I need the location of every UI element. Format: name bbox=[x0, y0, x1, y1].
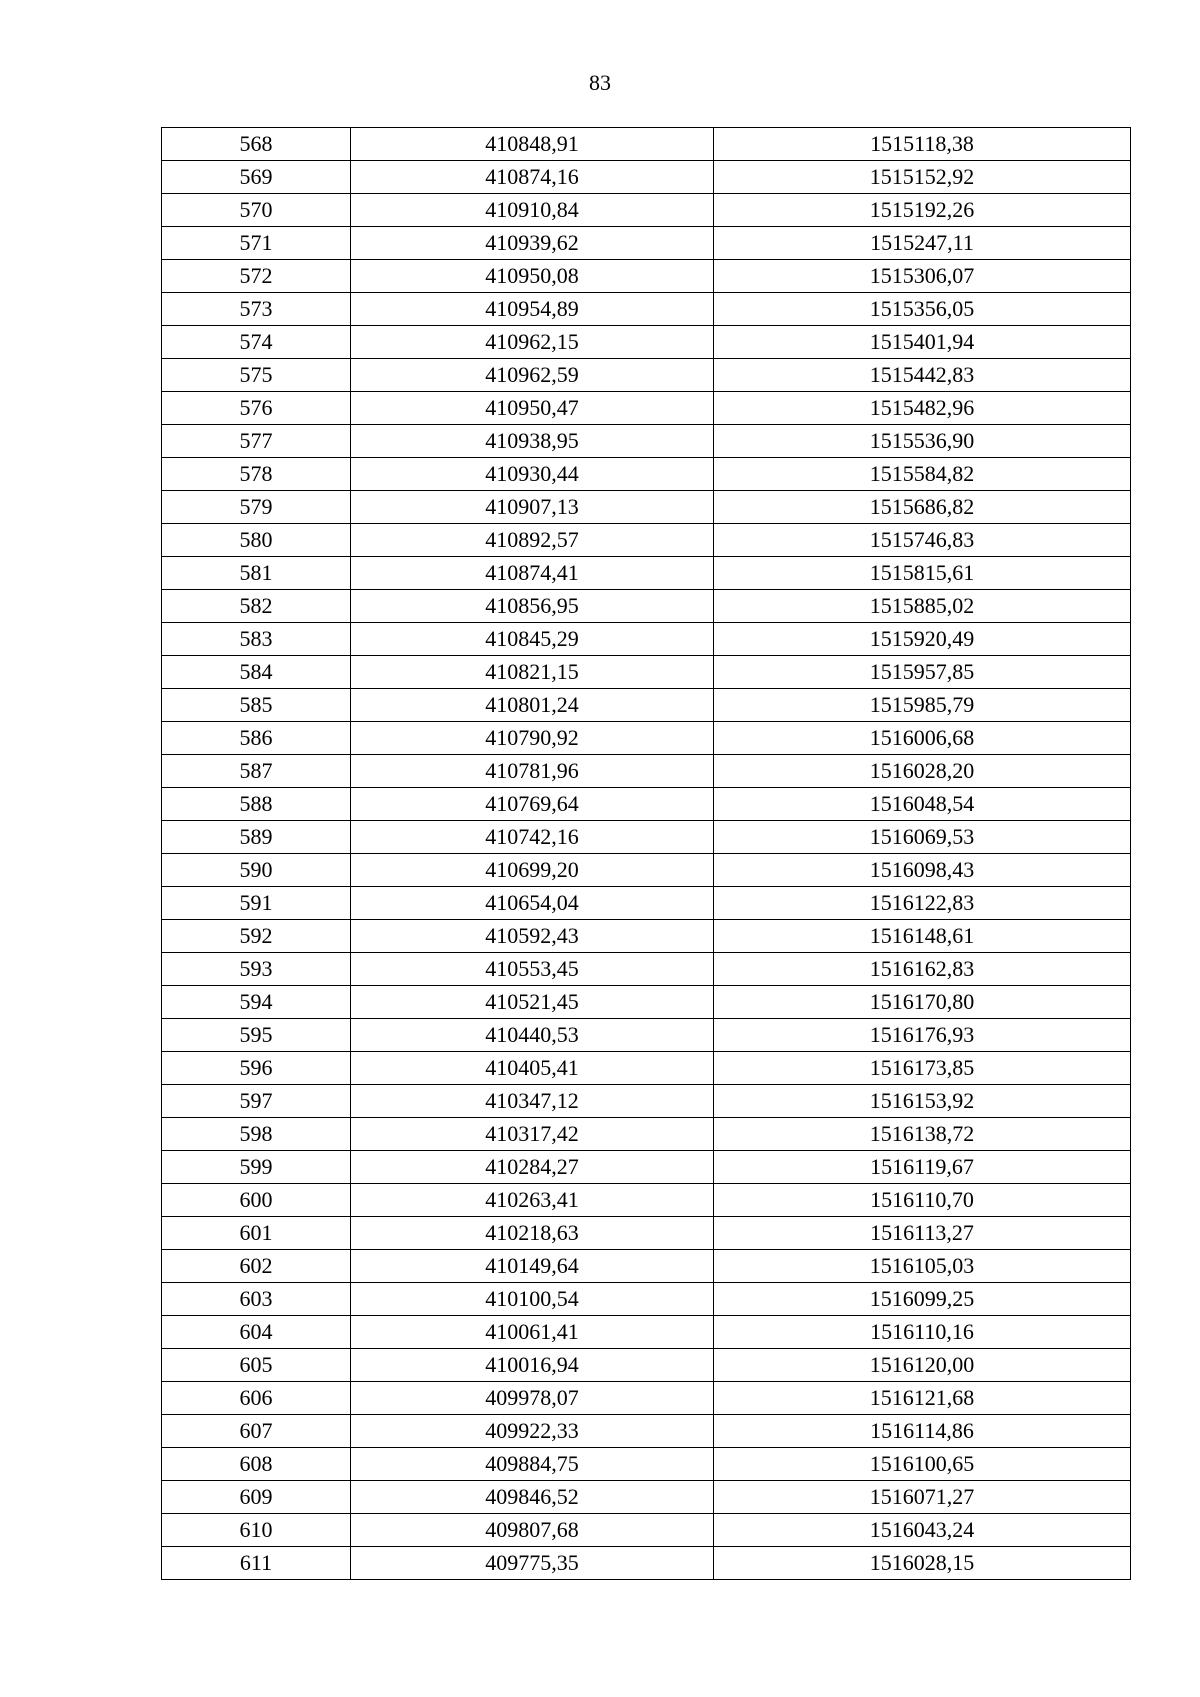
table-row bbox=[162, 557, 1131, 590]
table-row bbox=[162, 1382, 1131, 1415]
y-coordinate-cell: 1516006,68 bbox=[714, 722, 1131, 755]
y-coordinate-cell: 1516028,20 bbox=[714, 755, 1131, 788]
table-row bbox=[162, 227, 1131, 260]
x-coordinate-cell: 410016,94 bbox=[351, 1349, 714, 1382]
table-row bbox=[162, 1250, 1131, 1283]
x-coordinate-cell: 410100,54 bbox=[351, 1283, 714, 1316]
x-coordinate-cell: 410874,16 bbox=[351, 161, 714, 194]
table-row bbox=[162, 623, 1131, 656]
x-coordinate-cell: 410699,20 bbox=[351, 854, 714, 887]
point-number-cell: 582 bbox=[162, 590, 351, 623]
point-number-cell: 584 bbox=[162, 656, 351, 689]
y-coordinate-cell: 1516162,83 bbox=[714, 953, 1131, 986]
x-coordinate-cell: 410317,42 bbox=[351, 1118, 714, 1151]
x-coordinate-cell: 410742,16 bbox=[351, 821, 714, 854]
x-coordinate-cell: 410801,24 bbox=[351, 689, 714, 722]
table-row bbox=[162, 854, 1131, 887]
table-row bbox=[162, 1217, 1131, 1250]
table-row bbox=[162, 1184, 1131, 1217]
point-number-cell: 583 bbox=[162, 623, 351, 656]
x-coordinate-cell: 410790,92 bbox=[351, 722, 714, 755]
y-coordinate-cell: 1516105,03 bbox=[714, 1250, 1131, 1283]
point-number-cell: 599 bbox=[162, 1151, 351, 1184]
point-number-cell: 606 bbox=[162, 1382, 351, 1415]
point-number-cell: 579 bbox=[162, 491, 351, 524]
y-coordinate-cell: 1516173,85 bbox=[714, 1052, 1131, 1085]
x-coordinate-cell: 410440,53 bbox=[351, 1019, 714, 1052]
point-number-cell: 593 bbox=[162, 953, 351, 986]
point-number-cell: 608 bbox=[162, 1448, 351, 1481]
table-row bbox=[162, 491, 1131, 524]
y-coordinate-cell: 1516043,24 bbox=[714, 1514, 1131, 1547]
x-coordinate-cell: 410954,89 bbox=[351, 293, 714, 326]
x-coordinate-cell: 410263,41 bbox=[351, 1184, 714, 1217]
x-coordinate-cell: 410284,27 bbox=[351, 1151, 714, 1184]
table-row bbox=[162, 722, 1131, 755]
table-row bbox=[162, 1547, 1131, 1580]
coordinates-table-body bbox=[162, 128, 1131, 1580]
x-coordinate-cell: 410405,41 bbox=[351, 1052, 714, 1085]
point-number-cell: 572 bbox=[162, 260, 351, 293]
table-row bbox=[162, 293, 1131, 326]
table-row bbox=[162, 1118, 1131, 1151]
point-number-cell: 570 bbox=[162, 194, 351, 227]
x-coordinate-cell: 409807,68 bbox=[351, 1514, 714, 1547]
table-row bbox=[162, 1052, 1131, 1085]
x-coordinate-cell: 410962,15 bbox=[351, 326, 714, 359]
y-coordinate-cell: 1515192,26 bbox=[714, 194, 1131, 227]
x-coordinate-cell: 410910,84 bbox=[351, 194, 714, 227]
y-coordinate-cell: 1515306,07 bbox=[714, 260, 1131, 293]
point-number-cell: 595 bbox=[162, 1019, 351, 1052]
y-coordinate-cell: 1515985,79 bbox=[714, 689, 1131, 722]
table-row bbox=[162, 1481, 1131, 1514]
point-number-cell: 594 bbox=[162, 986, 351, 1019]
y-coordinate-cell: 1516170,80 bbox=[714, 986, 1131, 1019]
x-coordinate-cell: 410521,45 bbox=[351, 986, 714, 1019]
table-row bbox=[162, 326, 1131, 359]
table-row bbox=[162, 1019, 1131, 1052]
x-coordinate-cell: 410938,95 bbox=[351, 425, 714, 458]
y-coordinate-cell: 1516120,00 bbox=[714, 1349, 1131, 1382]
point-number-cell: 600 bbox=[162, 1184, 351, 1217]
x-coordinate-cell: 409846,52 bbox=[351, 1481, 714, 1514]
y-coordinate-cell: 1516028,15 bbox=[714, 1547, 1131, 1580]
point-number-cell: 576 bbox=[162, 392, 351, 425]
table-row bbox=[162, 161, 1131, 194]
point-number-cell: 568 bbox=[162, 128, 351, 161]
x-coordinate-cell: 410061,41 bbox=[351, 1316, 714, 1349]
x-coordinate-cell: 410939,62 bbox=[351, 227, 714, 260]
y-coordinate-cell: 1516153,92 bbox=[714, 1085, 1131, 1118]
table-row bbox=[162, 425, 1131, 458]
y-coordinate-cell: 1515401,94 bbox=[714, 326, 1131, 359]
y-coordinate-cell: 1516098,43 bbox=[714, 854, 1131, 887]
y-coordinate-cell: 1515536,90 bbox=[714, 425, 1131, 458]
table-row bbox=[162, 1514, 1131, 1547]
y-coordinate-cell: 1516122,83 bbox=[714, 887, 1131, 920]
x-coordinate-cell: 410347,12 bbox=[351, 1085, 714, 1118]
point-number-cell: 591 bbox=[162, 887, 351, 920]
y-coordinate-cell: 1516138,72 bbox=[714, 1118, 1131, 1151]
y-coordinate-cell: 1516110,70 bbox=[714, 1184, 1131, 1217]
x-coordinate-cell: 409884,75 bbox=[351, 1448, 714, 1481]
y-coordinate-cell: 1515584,82 bbox=[714, 458, 1131, 491]
table-row bbox=[162, 359, 1131, 392]
table-row bbox=[162, 920, 1131, 953]
x-coordinate-cell: 410218,63 bbox=[351, 1217, 714, 1250]
page-number: 83 bbox=[589, 70, 611, 95]
point-number-cell: 571 bbox=[162, 227, 351, 260]
point-number-cell: 569 bbox=[162, 161, 351, 194]
point-number-cell: 609 bbox=[162, 1481, 351, 1514]
y-coordinate-cell: 1516148,61 bbox=[714, 920, 1131, 953]
y-coordinate-cell: 1516100,65 bbox=[714, 1448, 1131, 1481]
point-number-cell: 587 bbox=[162, 755, 351, 788]
table-row bbox=[162, 953, 1131, 986]
y-coordinate-cell: 1515118,38 bbox=[714, 128, 1131, 161]
x-coordinate-cell: 410892,57 bbox=[351, 524, 714, 557]
y-coordinate-cell: 1515152,92 bbox=[714, 161, 1131, 194]
table-row bbox=[162, 689, 1131, 722]
x-coordinate-cell: 410845,29 bbox=[351, 623, 714, 656]
x-coordinate-cell: 409775,35 bbox=[351, 1547, 714, 1580]
point-number-cell: 577 bbox=[162, 425, 351, 458]
table-row bbox=[162, 821, 1131, 854]
point-number-cell: 578 bbox=[162, 458, 351, 491]
table-row bbox=[162, 590, 1131, 623]
table-row bbox=[162, 986, 1131, 1019]
y-coordinate-cell: 1515815,61 bbox=[714, 557, 1131, 590]
x-coordinate-cell: 410856,95 bbox=[351, 590, 714, 623]
y-coordinate-cell: 1515746,83 bbox=[714, 524, 1131, 557]
x-coordinate-cell: 410149,64 bbox=[351, 1250, 714, 1283]
point-number-cell: 602 bbox=[162, 1250, 351, 1283]
point-number-cell: 581 bbox=[162, 557, 351, 590]
point-number-cell: 603 bbox=[162, 1283, 351, 1316]
point-number-cell: 586 bbox=[162, 722, 351, 755]
y-coordinate-cell: 1516099,25 bbox=[714, 1283, 1131, 1316]
y-coordinate-cell: 1515885,02 bbox=[714, 590, 1131, 623]
x-coordinate-cell: 410950,47 bbox=[351, 392, 714, 425]
point-number-cell: 573 bbox=[162, 293, 351, 326]
point-number-cell: 575 bbox=[162, 359, 351, 392]
table-row bbox=[162, 1349, 1131, 1382]
y-coordinate-cell: 1515482,96 bbox=[714, 392, 1131, 425]
table-row bbox=[162, 1448, 1131, 1481]
x-coordinate-cell: 410781,96 bbox=[351, 755, 714, 788]
point-number-cell: 592 bbox=[162, 920, 351, 953]
point-number-cell: 590 bbox=[162, 854, 351, 887]
point-number-cell: 589 bbox=[162, 821, 351, 854]
x-coordinate-cell: 410821,15 bbox=[351, 656, 714, 689]
table-row bbox=[162, 656, 1131, 689]
y-coordinate-cell: 1516110,16 bbox=[714, 1316, 1131, 1349]
point-number-cell: 596 bbox=[162, 1052, 351, 1085]
table-row bbox=[162, 1151, 1131, 1184]
y-coordinate-cell: 1515247,11 bbox=[714, 227, 1131, 260]
y-coordinate-cell: 1516048,54 bbox=[714, 788, 1131, 821]
x-coordinate-cell: 410769,64 bbox=[351, 788, 714, 821]
coordinates-table bbox=[161, 127, 1131, 1580]
y-coordinate-cell: 1515686,82 bbox=[714, 491, 1131, 524]
table-row bbox=[162, 194, 1131, 227]
point-number-cell: 574 bbox=[162, 326, 351, 359]
y-coordinate-cell: 1515957,85 bbox=[714, 656, 1131, 689]
table-row bbox=[162, 260, 1131, 293]
y-coordinate-cell: 1515356,05 bbox=[714, 293, 1131, 326]
x-coordinate-cell: 409978,07 bbox=[351, 1382, 714, 1415]
y-coordinate-cell: 1515920,49 bbox=[714, 623, 1131, 656]
x-coordinate-cell: 409922,33 bbox=[351, 1415, 714, 1448]
x-coordinate-cell: 410553,45 bbox=[351, 953, 714, 986]
table-row bbox=[162, 1283, 1131, 1316]
table-row bbox=[162, 458, 1131, 491]
x-coordinate-cell: 410907,13 bbox=[351, 491, 714, 524]
point-number-cell: 610 bbox=[162, 1514, 351, 1547]
x-coordinate-cell: 410874,41 bbox=[351, 557, 714, 590]
x-coordinate-cell: 410930,44 bbox=[351, 458, 714, 491]
y-coordinate-cell: 1516119,67 bbox=[714, 1151, 1131, 1184]
table-row bbox=[162, 1085, 1131, 1118]
y-coordinate-cell: 1516069,53 bbox=[714, 821, 1131, 854]
y-coordinate-cell: 1515442,83 bbox=[714, 359, 1131, 392]
x-coordinate-cell: 410962,59 bbox=[351, 359, 714, 392]
table-row bbox=[162, 788, 1131, 821]
table-row bbox=[162, 1415, 1131, 1448]
point-number-cell: 601 bbox=[162, 1217, 351, 1250]
x-coordinate-cell: 410654,04 bbox=[351, 887, 714, 920]
point-number-cell: 605 bbox=[162, 1349, 351, 1382]
point-number-cell: 597 bbox=[162, 1085, 351, 1118]
table-row bbox=[162, 128, 1131, 161]
table-row bbox=[162, 1316, 1131, 1349]
point-number-cell: 598 bbox=[162, 1118, 351, 1151]
point-number-cell: 604 bbox=[162, 1316, 351, 1349]
table-row bbox=[162, 755, 1131, 788]
point-number-cell: 580 bbox=[162, 524, 351, 557]
y-coordinate-cell: 1516114,86 bbox=[714, 1415, 1131, 1448]
point-number-cell: 585 bbox=[162, 689, 351, 722]
point-number-cell: 607 bbox=[162, 1415, 351, 1448]
table-row bbox=[162, 887, 1131, 920]
table-row bbox=[162, 524, 1131, 557]
y-coordinate-cell: 1516176,93 bbox=[714, 1019, 1131, 1052]
x-coordinate-cell: 410592,43 bbox=[351, 920, 714, 953]
point-number-cell: 611 bbox=[162, 1547, 351, 1580]
y-coordinate-cell: 1516071,27 bbox=[714, 1481, 1131, 1514]
x-coordinate-cell: 410950,08 bbox=[351, 260, 714, 293]
y-coordinate-cell: 1516121,68 bbox=[714, 1382, 1131, 1415]
point-number-cell: 588 bbox=[162, 788, 351, 821]
table-row bbox=[162, 392, 1131, 425]
y-coordinate-cell: 1516113,27 bbox=[714, 1217, 1131, 1250]
x-coordinate-cell: 410848,91 bbox=[351, 128, 714, 161]
